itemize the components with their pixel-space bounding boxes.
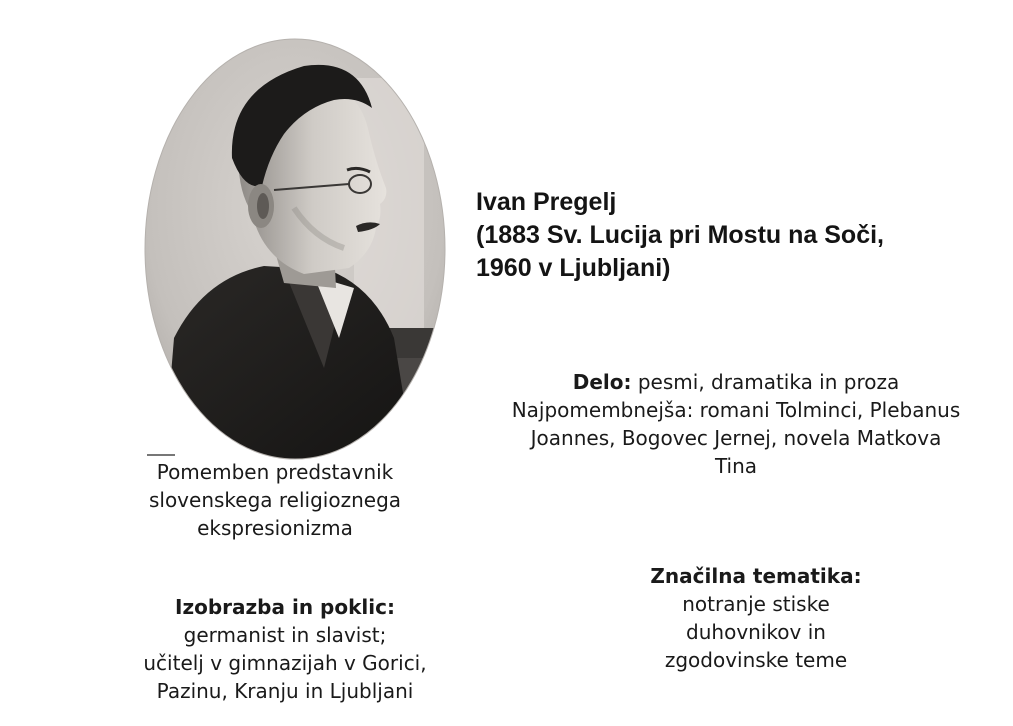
education-label: Izobrazba in poklic: [175, 595, 395, 619]
education-line: učitelj v gimnazijah v Gorici, [143, 651, 427, 675]
works-label: Delo: [572, 370, 632, 394]
author-death: 1960 v Ljubljani) [476, 254, 671, 282]
works-line: Tina [714, 454, 758, 478]
works-summary: pesmi, dramatika in proza [631, 370, 900, 394]
works-line: Najpomembnejša: romani Tolminci, Plebanus [511, 398, 961, 422]
photo-divider [147, 454, 175, 456]
title-block [476, 186, 976, 285]
themes-section [606, 562, 906, 674]
author-birth: (1883 Sv. Lucija pri Mostu na Soči, [476, 221, 884, 249]
caption-line: slovenskega religioznega [148, 488, 402, 512]
caption-line: Pomemben predstavnik [156, 460, 394, 484]
education-section [120, 593, 450, 705]
portrait-photo [144, 38, 446, 460]
themes-line: notranje stiske [682, 592, 830, 616]
caption-line: ekspresionizma [197, 516, 353, 540]
themes-line: duhovnikov in [686, 620, 826, 644]
works-heading-line [486, 368, 986, 396]
author-name: Ivan Pregelj [476, 188, 617, 216]
works-line: Joannes, Bogovec Jernej, novela Matkova [530, 426, 942, 450]
education-line: Pazinu, Kranju in Ljubljani [156, 679, 414, 703]
themes-line: zgodovinske teme [664, 648, 848, 672]
works-section [486, 368, 986, 480]
portrait-caption [120, 458, 430, 542]
education-line: germanist in slavist; [183, 623, 387, 647]
themes-label: Značilna tematika: [650, 564, 862, 588]
